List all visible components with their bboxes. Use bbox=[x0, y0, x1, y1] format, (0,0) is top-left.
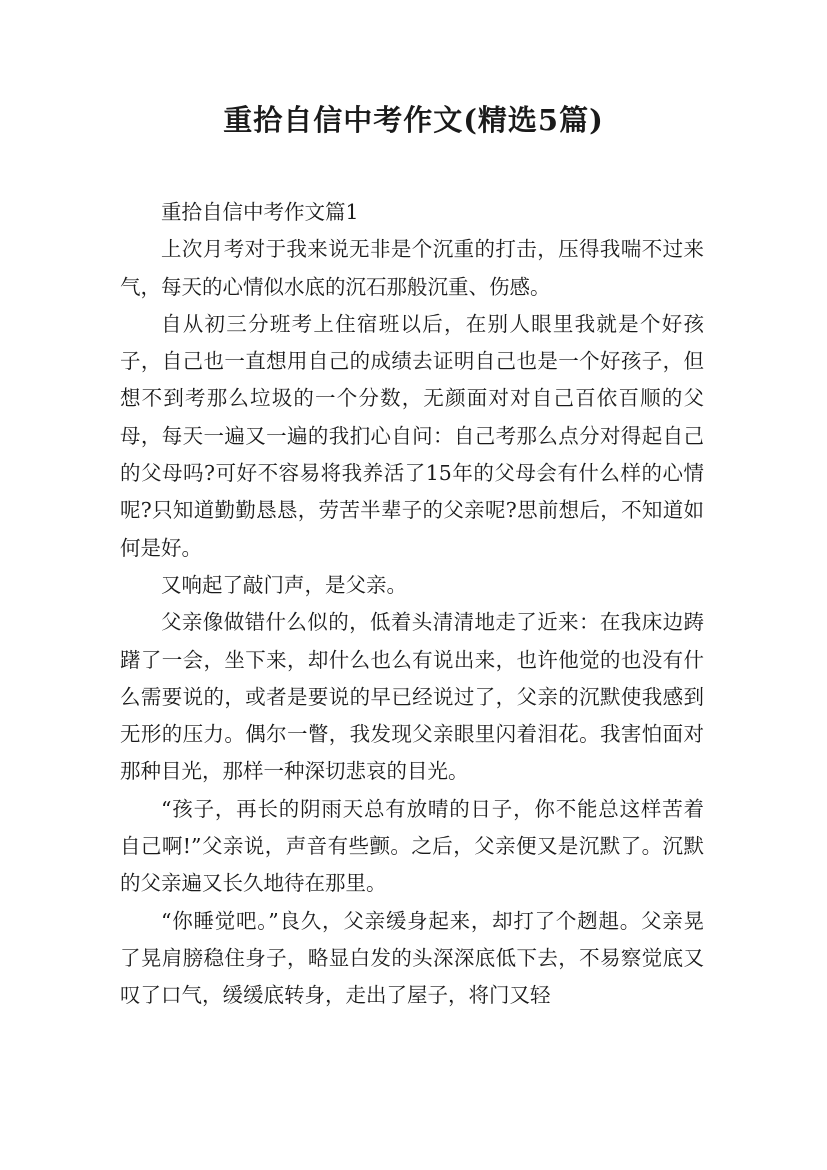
section-heading: 重拾自信中考作文篇1 bbox=[161, 200, 359, 224]
paragraph: 父亲像做错什么似的，低着头清清地走了近来：在我床边踌躇了一会，坐下来，却什么也么有说出来，也许他觉的也没有什么需要说的，或者是要说的早已经说过了，父亲的沉默使我感到无形的压力。偶尔一瞥，我发现父亲眼里闪着泪花。我害怕面对那种目光，那样一种深切悲哀的目光。 bbox=[120, 610, 704, 784]
paragraph: “你睡觉吧。”良久，父亲缓身起来，却打了个趔趄。父亲晃了晃肩膀稳住身子，略显白发的头深深底低下去，不易察觉底又叹了口气，缓缓底转身，走出了屋子，将门又轻 bbox=[120, 908, 704, 1008]
paragraph: “孩子，再长的阴雨天总有放晴的日子，你不能总这样苦着自己啊!”父亲说，声音有些颤。之后，父亲便又是沉默了。沉默的父亲遍又长久地待在那里。 bbox=[120, 796, 704, 896]
paragraph: 又响起了敲门声，是父亲。 bbox=[161, 572, 407, 597]
paragraph: 上次月考对于我来说无非是个沉重的打击，压得我喘不过来气，每天的心情似水底的沉石那般沉重、伤感。 bbox=[120, 237, 704, 299]
document-body bbox=[120, 194, 704, 1015]
document-title: 重拾自信中考作文(精选5篇) bbox=[223, 103, 604, 137]
paragraph: 自从初三分班考上住宿班以后，在别人眼里我就是个好孩子，自己也一直想用自己的成绩去证明自己也是一个好孩子，但想不到考那么垃圾的一个分数，无颜面对对自己百依百顺的父母，每天一遍又一遍的我扪心自问：自己考那么点分对得起自己的父母吗?可好不容易将我养活了15年的父母会有什么样的心情呢?只知道勤勤恳恳，劳苦半辈子的父亲呢?思前想后，不知道如何是好。 bbox=[120, 311, 704, 560]
